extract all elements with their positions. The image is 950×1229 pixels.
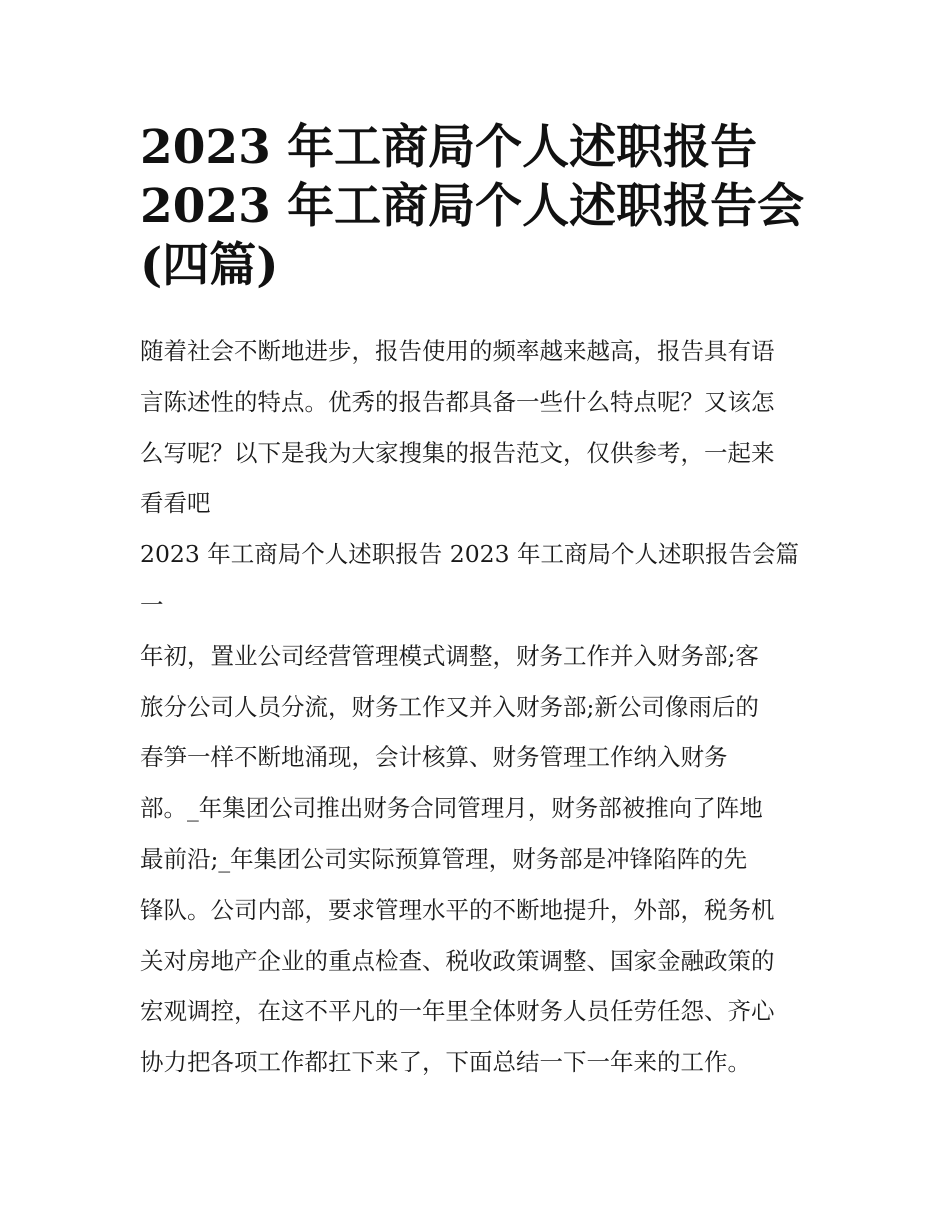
document-title bbox=[140, 118, 815, 295]
body-line-6: 锋队。公司内部，要求管理水平的不断地提升，外部，税务机 bbox=[140, 895, 775, 924]
body-line-1: 年初，置业公司经营管理模式调整，财务工作并入财务部;客 bbox=[140, 641, 759, 670]
section-heading-line-1: 2023 年工商局个人述职报告 2023 年工商局个人述职报告会篇 bbox=[140, 540, 800, 569]
intro-paragraph bbox=[140, 326, 815, 529]
title-line-1: 2023 年工商局个人述职报告 bbox=[140, 120, 758, 175]
body-line-2: 旅分公司人员分流，财务工作又并入财务部;新公司像雨后的 bbox=[140, 692, 759, 721]
body-line-3: 春笋一样不断地涌现，会计核算、财务管理工作纳入财务 bbox=[140, 743, 728, 772]
title-line-3: (四篇) bbox=[140, 238, 279, 293]
intro-line-1: 随着社会不断地进步，报告使用的频率越来越高，报告具有语 bbox=[140, 337, 775, 365]
section-heading bbox=[140, 529, 815, 631]
body-paragraph bbox=[140, 631, 815, 1088]
body-line-4: 部。_年集团公司推出财务合同管理月，财务部被推向了阵地 bbox=[140, 794, 763, 823]
intro-line-2: 言陈述性的特点。优秀的报告都具备一些什么特点呢？又该怎 bbox=[140, 387, 775, 416]
section-heading-line-2: 一 bbox=[140, 590, 164, 619]
intro-line-4: 看看吧 bbox=[140, 489, 211, 518]
document-page bbox=[140, 118, 815, 1088]
body-line-7: 关对房地产企业的重点检查、税收政策调整、国家金融政策的 bbox=[140, 946, 775, 975]
body-line-5: 最前沿;_年集团公司实际预算管理，财务部是冲锋陷阵的先 bbox=[140, 844, 748, 873]
title-line-2: 2023 年工商局个人述职报告会 bbox=[140, 179, 805, 234]
intro-line-3: 么写呢？以下是我为大家搜集的报告范文，仅供参考，一起来 bbox=[140, 438, 775, 467]
body-line-8: 宏观调控，在这不平凡的一年里全体财务人员任劳任怨、齐心 bbox=[140, 997, 775, 1026]
body-line-9: 协力把各项工作都扛下来了，下面总结一下一年来的工作。 bbox=[140, 1048, 751, 1077]
